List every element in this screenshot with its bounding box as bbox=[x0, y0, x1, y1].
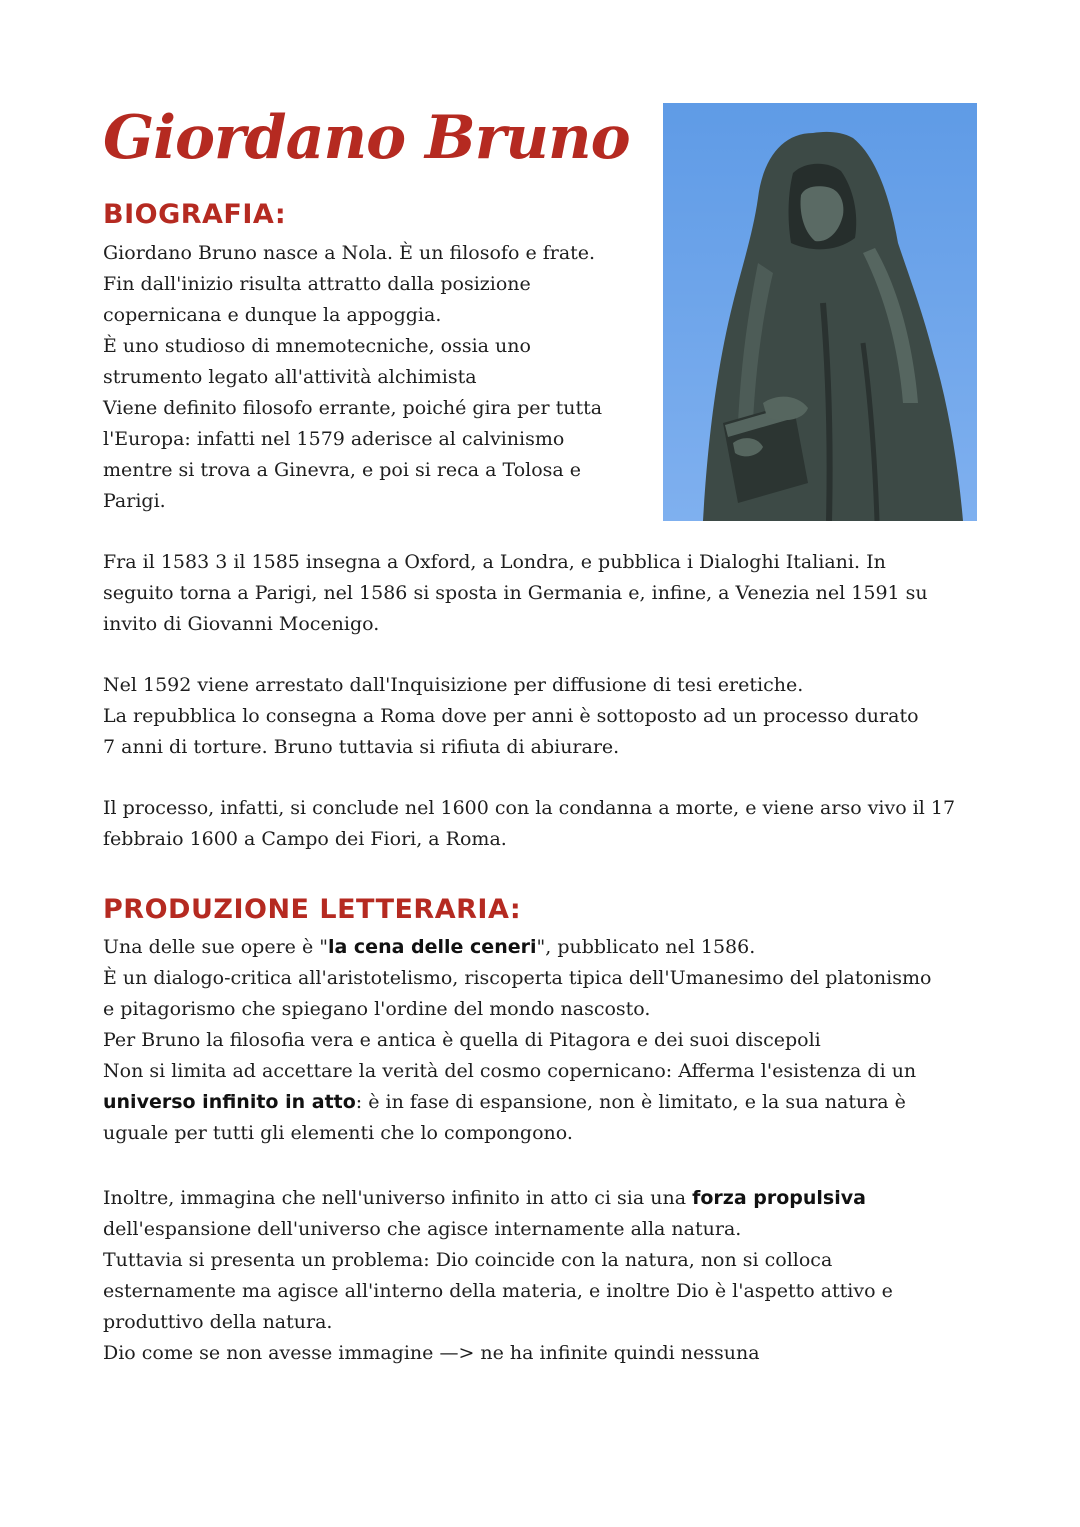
text-line: Nel 1592 viene arrestato dall'Inquisizione per diffusione di tesi eretiche. bbox=[103, 674, 804, 696]
text-line bbox=[103, 932, 931, 963]
biografia-paragraph-3 bbox=[103, 670, 919, 763]
text-line: Fin dall'inizio risulta attratto dalla posizione bbox=[103, 273, 531, 295]
text-line: esternamente ma agisce all'interno della materia, e inoltre Dio è l'aspetto attivo e bbox=[103, 1280, 893, 1302]
produzione-paragraph-2 bbox=[103, 1183, 893, 1369]
text-line: 7 anni di torture. Bruno tuttavia si rifiuta di abiurare. bbox=[103, 736, 620, 758]
produzione-paragraph-1 bbox=[103, 932, 931, 1149]
text-line: È un dialogo-critica all'aristotelismo, riscoperta tipica dell'Umanesimo del platonismo bbox=[103, 967, 932, 989]
highlighted-term: universo infinito in atto bbox=[103, 1091, 356, 1113]
text-line: produttivo della natura. bbox=[103, 1311, 333, 1333]
text-line: uguale per tutti gli elementi che lo compongono. bbox=[103, 1122, 573, 1144]
highlighted-title: la cena delle ceneri bbox=[327, 936, 537, 958]
text-fragment: ", pubblicato nel 1586. bbox=[536, 936, 756, 958]
text-line: invito di Giovanni Mocenigo. bbox=[103, 613, 380, 635]
text-line bbox=[103, 1087, 931, 1118]
text-line: Tuttavia si presenta un problema: Dio coincide con la natura, non si colloca bbox=[103, 1249, 833, 1271]
biografia-intro-paragraph bbox=[103, 238, 602, 517]
biografia-heading: BIOGRAFIA: bbox=[103, 199, 287, 230]
text-fragment: Inoltre, immagina che nell'universo infinito in atto ci sia una bbox=[103, 1187, 693, 1209]
text-line: strumento legato all'attività alchimista bbox=[103, 366, 477, 388]
text-line: Giordano Bruno nasce a Nola. È un filosofo e frate. bbox=[103, 242, 596, 264]
text-line: seguito torna a Parigi, nel 1586 si sposta in Germania e, infine, a Venezia nel 1591 su bbox=[103, 582, 928, 604]
text-line: Il processo, infatti, si conclude nel 1600 con la condanna a morte, e viene arso vivo il 17 bbox=[103, 797, 956, 819]
produzione-heading: PRODUZIONE LETTERARIA: bbox=[103, 894, 522, 925]
text-line: dell'espansione dell'universo che agisce internamente alla natura. bbox=[103, 1218, 742, 1240]
text-line: Viene definito filosofo errante, poiché gira per tutta bbox=[103, 397, 603, 419]
text-line: Fra il 1583 3 il 1585 insegna a Oxford, a Londra, e pubblica i Dialoghi Italiani. In bbox=[103, 551, 886, 573]
text-line: È uno studioso di mnemotecniche, ossia uno bbox=[103, 335, 531, 357]
text-line: Per Bruno la filosofia vera e antica è quella di Pitagora e dei suoi discepoli bbox=[103, 1029, 821, 1051]
statue-photo bbox=[663, 103, 977, 521]
text-fragment: : è in fase di espansione, non è limitato, e la sua natura è bbox=[355, 1091, 906, 1113]
text-line: l'Europa: infatti nel 1579 aderisce al calvinismo bbox=[103, 428, 565, 450]
biografia-paragraph-2 bbox=[103, 547, 928, 640]
page-title: Giordano Bruno bbox=[103, 103, 630, 173]
text-line: La repubblica lo consegna a Roma dove per anni è sottoposto ad un processo durato bbox=[103, 705, 919, 727]
highlighted-term: forza propulsiva bbox=[692, 1187, 866, 1209]
text-line: mentre si trova a Ginevra, e poi si reca a Tolosa e bbox=[103, 459, 582, 481]
biografia-paragraph-4 bbox=[103, 793, 955, 855]
text-fragment: Una delle sue opere è " bbox=[103, 936, 328, 958]
text-line: Non si limita ad accettare la verità del cosmo copernicano: Afferma l'esistenza di un bbox=[103, 1060, 917, 1082]
text-line: Dio come se non avesse immagine —> ne ha infinite quindi nessuna bbox=[103, 1342, 760, 1364]
text-line: febbraio 1600 a Campo dei Fiori, a Roma. bbox=[103, 828, 507, 850]
text-line: e pitagorismo che spiegano l'ordine del mondo nascosto. bbox=[103, 998, 651, 1020]
text-line bbox=[103, 1183, 893, 1214]
statue-illustration bbox=[663, 103, 977, 521]
text-line: Parigi. bbox=[103, 490, 166, 512]
text-line: copernicana e dunque la appoggia. bbox=[103, 304, 442, 326]
